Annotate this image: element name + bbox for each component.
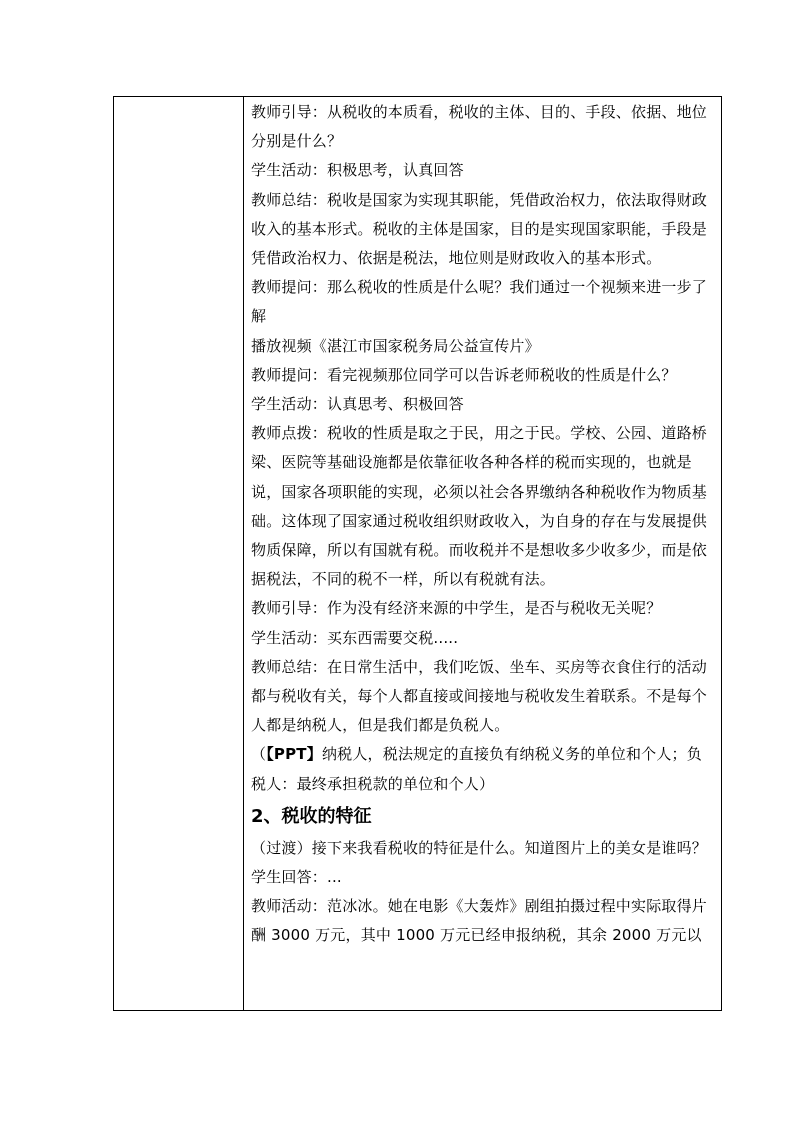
paragraph-teacher-activity: 教师活动：范冰冰。她在电影《大轰炸》剧组拍摄过程中实际取得片酬 3000 万元，其中 1000 万元已经申报纳税，其余 2000 万元以 — [251, 897, 708, 945]
paragraph-play-video: 播放视频《湛江市国家税务局公益宣传片》 — [251, 336, 540, 355]
ppt-note-text: 纳税人，税法规定的直接负有纳税义务的单位和个人；负税人：最终承担税款的单位和个人） — [251, 745, 702, 793]
ppt-tag: 【PPT】 — [266, 745, 322, 764]
paragraph-teacher-pointer: 教师点拨：税收的性质是取之于民，用之于民。学校、公园、道路桥梁、医院等基础设施都是依靠征收各种各样的税而实现的，也就是说，国家各项职能的实现，必须以社会各界缴纳各种税收作为物质基础。这体现了国家通过税收组织财政收入，为自身的存在与发展提供物质保障，所以有国就有税。而收税并不是想收多少收多少，而是依据税法，不同的税不一样，所以有税就有法。 — [251, 424, 708, 589]
paragraph-ppt-note — [251, 740, 717, 798]
paragraph-student-activity-2: 学生活动：认真思考、积极回答 — [251, 395, 464, 414]
paragraph-teacher-guide-2: 教师引导：作为没有经济来源的中学生，是否与税收无关呢？ — [251, 599, 662, 618]
left-column-cell — [114, 97, 244, 1010]
paragraph-teacher-guide-1: 教师引导：从税收的本质看，税收的主体、目的、手段、依据、地位分别是什么？ — [251, 103, 708, 151]
paragraph-transition: （过渡）接下来我看税收的特征是什么。知道图片上的美女是谁吗？ — [251, 838, 708, 857]
section-heading: 2、税收的特征 — [251, 805, 372, 827]
paragraph-teacher-question-2: 教师提问：看完视频那位同学可以告诉老师税收的性质是什么？ — [251, 365, 677, 384]
lesson-table — [113, 96, 722, 1011]
paragraph-student-activity-1: 学生活动：积极思考，认真回答 — [251, 161, 464, 180]
content-cell — [245, 97, 721, 1010]
paragraph-student-answer: 学生回答：... — [251, 868, 342, 887]
paragraph-teacher-summary-2: 教师总结：在日常生活中，我们吃饭、坐车、买房等衣食住行的活动都与税收有关，每个人都直接或间接地与税收发生着联系。不是每个人都是纳税人，但是我们都是负税人。 — [251, 657, 708, 735]
paragraph-teacher-summary-1: 教师总结：税收是国家为实现其职能，凭借政治权力，依法取得财政收入的基本形式。税收的主体是国家，目的是实现国家职能，手段是凭借政治权力、依据是税法，地位则是财政收入的基本形式。 — [251, 190, 708, 268]
ppt-note-open: （ — [251, 745, 267, 764]
paragraph-teacher-question-1: 教师提问：那么税收的性质是什么呢？我们通过一个视频来进一步了解 — [251, 278, 708, 326]
paragraph-student-activity-3: 学生活动：买东西需要交税..... — [251, 628, 459, 647]
